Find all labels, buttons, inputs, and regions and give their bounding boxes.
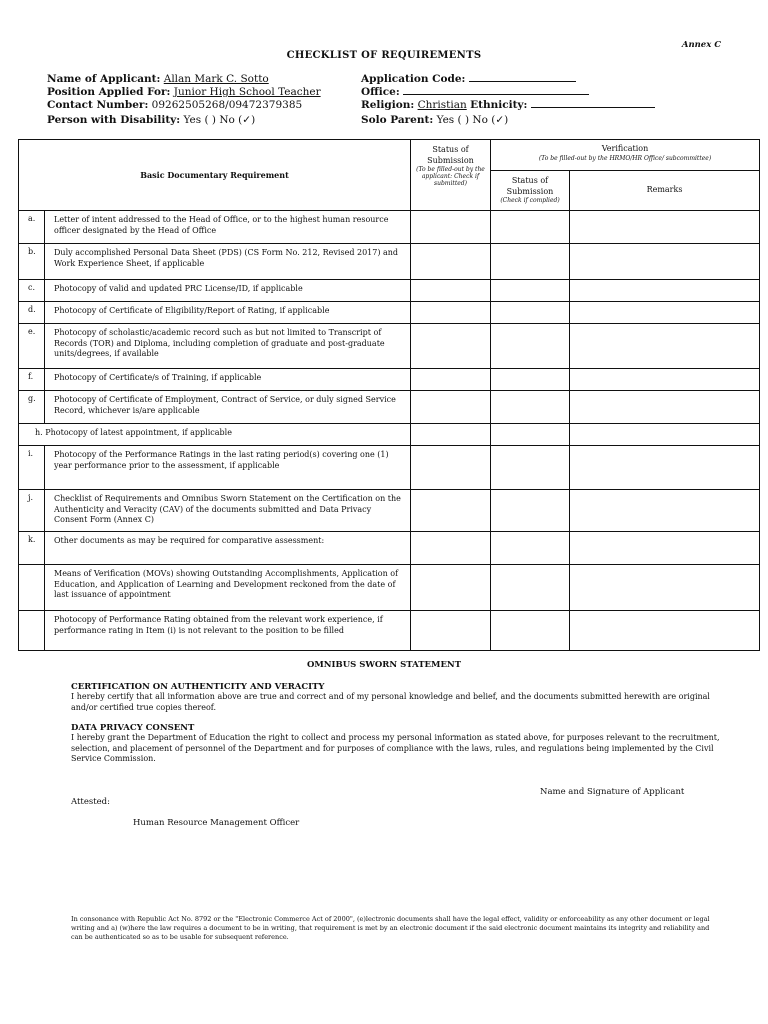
remarks-cell[interactable] (570, 211, 760, 244)
religion-value: Christian (417, 99, 467, 111)
applicant-status-label: Status of Submission (427, 145, 474, 165)
applicant-status-cell[interactable] (411, 565, 491, 611)
requirement-letter: a. (19, 211, 45, 244)
remarks-cell[interactable] (570, 424, 760, 446)
privacy-title: DATA PRIVACY CONSENT (71, 723, 195, 733)
verified-status-header (491, 171, 570, 211)
verified-status-cell[interactable] (491, 611, 570, 651)
ethnicity-label: Ethnicity: (470, 99, 528, 111)
requirement-description: Duly accomplished Personal Data Sheet (PDS) (CS Form No. 212, Revised 2017) and Work Experience Sheet, if applicable (45, 244, 411, 280)
cav-text: I hereby certify that all information above are true and correct and of my personal knowledge and belief, and the documents submitted herewith are original and/or certified true copies thereof. (71, 692, 710, 712)
verified-status-cell[interactable] (491, 565, 570, 611)
verified-status-cell[interactable] (491, 532, 570, 565)
requirement-description: Photocopy of Certificate of Employment, Contract of Service, or duly signed Service Record, whichever is/are applicable (45, 391, 411, 424)
table-row (19, 490, 760, 532)
requirement-description: Photocopy of latest appointment, if applicable (45, 428, 232, 437)
requirement-description: Means of Verification (MOVs) showing Outstanding Accomplishments, Application of Education, and Application of Learning and Development reckoned from the date of last issuance of appointment (45, 565, 411, 611)
requirement-letter: i. (19, 446, 45, 490)
verified-status-cell[interactable] (491, 324, 570, 369)
verified-status-cell[interactable] (491, 280, 570, 302)
requirement-description: Photocopy of the Performance Ratings in the last rating period(s) covering one (1) year performance prior to the assessment, if applicable (45, 446, 411, 490)
requirement-letter: f. (19, 369, 45, 391)
table-row (19, 446, 760, 490)
table-header-row (19, 140, 760, 171)
privacy-text: I hereby grant the Department of Education the right to collect and process my personal information as stated above, for purposes relevant to the recruitment, selection, and placement of personnel of the Department and for purposes of compliance with the laws, rules, and regulations being implemented by the Civil Service Commission. (71, 733, 720, 763)
table-row (19, 211, 760, 244)
requirement-letter: h. (35, 428, 43, 437)
applicant-name-value: Allan Mark C. Sotto (163, 73, 269, 85)
pwd-label: Person with Disability: (47, 114, 181, 126)
requirement-letter: c. (19, 280, 45, 302)
position-value: Junior High School Teacher (173, 86, 321, 98)
applicant-status-cell[interactable] (411, 490, 491, 532)
cav-title: CERTIFICATION ON AUTHENTICITY AND VERACITY (71, 682, 325, 692)
remarks-cell[interactable] (570, 490, 760, 532)
applicant-status-cell[interactable] (411, 611, 491, 651)
position-field (47, 85, 321, 99)
remarks-cell[interactable] (570, 532, 760, 565)
verified-status-cell[interactable] (491, 302, 570, 324)
applicant-status-header (411, 140, 491, 211)
remarks-cell[interactable] (570, 369, 760, 391)
requirement-description: Photocopy of Certificate of Eligibility/Report of Rating, if applicable (45, 302, 411, 324)
basic-requirement-header: Basic Documentary Requirement (19, 140, 411, 211)
table-row (19, 532, 760, 565)
applicant-status-cell[interactable] (411, 302, 491, 324)
requirement-letter: j. (19, 490, 45, 532)
verified-status-label: Status of Submission (506, 176, 554, 196)
applicant-name-label: Name of Applicant: (47, 73, 161, 85)
page-title: CHECKLIST OF REQUIREMENTS (286, 50, 482, 61)
contact-field (47, 98, 302, 112)
requirement-letter: g. (19, 391, 45, 424)
table-row (19, 565, 760, 611)
applicant-status-cell[interactable] (411, 424, 491, 446)
applicant-status-cell[interactable] (411, 532, 491, 565)
table-row (19, 391, 760, 424)
requirement-description: Checklist of Requirements and Omnibus Sworn Statement on the Certification on the Authenticity and Veracity (CAV) of the documents submitted and Data Privacy Consent Form (Annex C) (45, 490, 411, 532)
applicant-status-cell[interactable] (411, 280, 491, 302)
religion-label: Religion: (361, 99, 415, 111)
table-row (19, 424, 760, 446)
verified-status-note: (Check if complied) (500, 197, 560, 204)
table-row (19, 244, 760, 280)
applicant-name-field (47, 72, 269, 86)
attested-label: Attested: (71, 797, 110, 807)
applicant-status-cell[interactable] (411, 369, 491, 391)
applicant-status-cell[interactable] (411, 391, 491, 424)
solo-parent-label: Solo Parent: (361, 114, 434, 126)
requirement-description: Letter of intent addressed to the Head of Office, or to the highest human resource officer designated by the Head of Office (45, 211, 411, 244)
requirement-description: Photocopy of valid and updated PRC License/ID, if applicable (45, 280, 411, 302)
remarks-cell[interactable] (570, 280, 760, 302)
table-row (19, 302, 760, 324)
ethnicity-blank[interactable] (531, 98, 655, 108)
position-label: Position Applied For: (47, 86, 171, 98)
solo-parent-value: Yes ( ) No (✓) (436, 114, 509, 126)
verified-status-cell[interactable] (491, 391, 570, 424)
requirement-description: Photocopy of scholastic/academic record such as but not limited to Transcript of Records (TOR) and Diploma, including completion of graduate and post-graduate units/degrees, if available (45, 324, 411, 369)
verification-header (491, 140, 760, 171)
omnibus-title: OMNIBUS SWORN STATEMENT (306, 660, 462, 670)
application-code-field (361, 72, 576, 86)
requirement-text (19, 424, 411, 446)
pwd-field (47, 113, 255, 127)
verified-status-cell[interactable] (491, 424, 570, 446)
requirement-description: Other documents as may be required for comparative assessment: (45, 532, 411, 565)
remarks-header: Remarks (570, 171, 760, 211)
requirement-letter: b. (19, 244, 45, 280)
contact-value: 09262505268/09472379385 (151, 99, 303, 111)
application-code-label: Application Code: (361, 73, 466, 85)
remarks-cell[interactable] (570, 244, 760, 280)
verification-label: Verification (601, 144, 649, 153)
verified-status-cell[interactable] (491, 490, 570, 532)
applicant-status-cell[interactable] (411, 211, 491, 244)
table-row (19, 280, 760, 302)
verified-status-cell[interactable] (491, 211, 570, 244)
application-code-blank[interactable] (469, 72, 576, 82)
remarks-cell[interactable] (570, 446, 760, 490)
requirements-table (18, 139, 760, 651)
footer-note: In consonance with Republic Act No. 8792 or the "Electronic Commerce Act of 2000", (e)lectronic documents shall have the legal effect, validity or enforceability as any other document or legal writing and a) (w)here the law requires a document to be in writing, that requirement is met by an electronic document if the said electronic document maintains its integrity and reliability and can be authenticated so as to be usable for subsequent reference. (71, 915, 710, 941)
table-row (19, 611, 760, 651)
religion-field (361, 98, 655, 112)
requirement-letter: d. (19, 302, 45, 324)
verified-status-cell[interactable] (491, 446, 570, 490)
applicant-status-cell[interactable] (411, 446, 491, 490)
requirement-letter (19, 565, 45, 611)
office-label: Office: (361, 86, 400, 98)
hrmo-label: Human Resource Management Officer (133, 818, 300, 828)
requirement-letter: e. (19, 324, 45, 369)
office-blank[interactable] (403, 85, 589, 95)
requirement-description: Photocopy of Performance Rating obtained from the relevant work experience, if performance rating in Item (i) is not relevant to the position to be filled (45, 611, 411, 651)
remarks-cell[interactable] (570, 391, 760, 424)
verified-status-cell[interactable] (491, 244, 570, 280)
table-row (19, 369, 760, 391)
remarks-cell[interactable] (570, 565, 760, 611)
office-field (361, 85, 589, 99)
table-row (19, 324, 760, 369)
requirement-description: Photocopy of Certificate/s of Training, if applicable (45, 369, 411, 391)
remarks-cell[interactable] (570, 324, 760, 369)
applicant-status-note: (To be filled-out by the applicant: Check if submitted) (416, 166, 485, 187)
pwd-value: Yes ( ) No (✓) (183, 114, 256, 126)
annex-label: Annex C (681, 40, 721, 50)
requirement-letter: k. (19, 532, 45, 565)
verified-status-cell[interactable] (491, 369, 570, 391)
remarks-cell[interactable] (570, 302, 760, 324)
contact-label: Contact Number: (47, 99, 149, 111)
remarks-cell[interactable] (570, 611, 760, 651)
signature-label: Name and Signature of Applicant (540, 787, 685, 797)
applicant-status-cell[interactable] (411, 244, 491, 280)
applicant-status-cell[interactable] (411, 324, 491, 369)
requirement-letter (19, 611, 45, 651)
solo-parent-field (361, 113, 508, 127)
verification-note: (To be filled-out by the HRMO/HR Office/ subcommittee) (538, 154, 712, 162)
